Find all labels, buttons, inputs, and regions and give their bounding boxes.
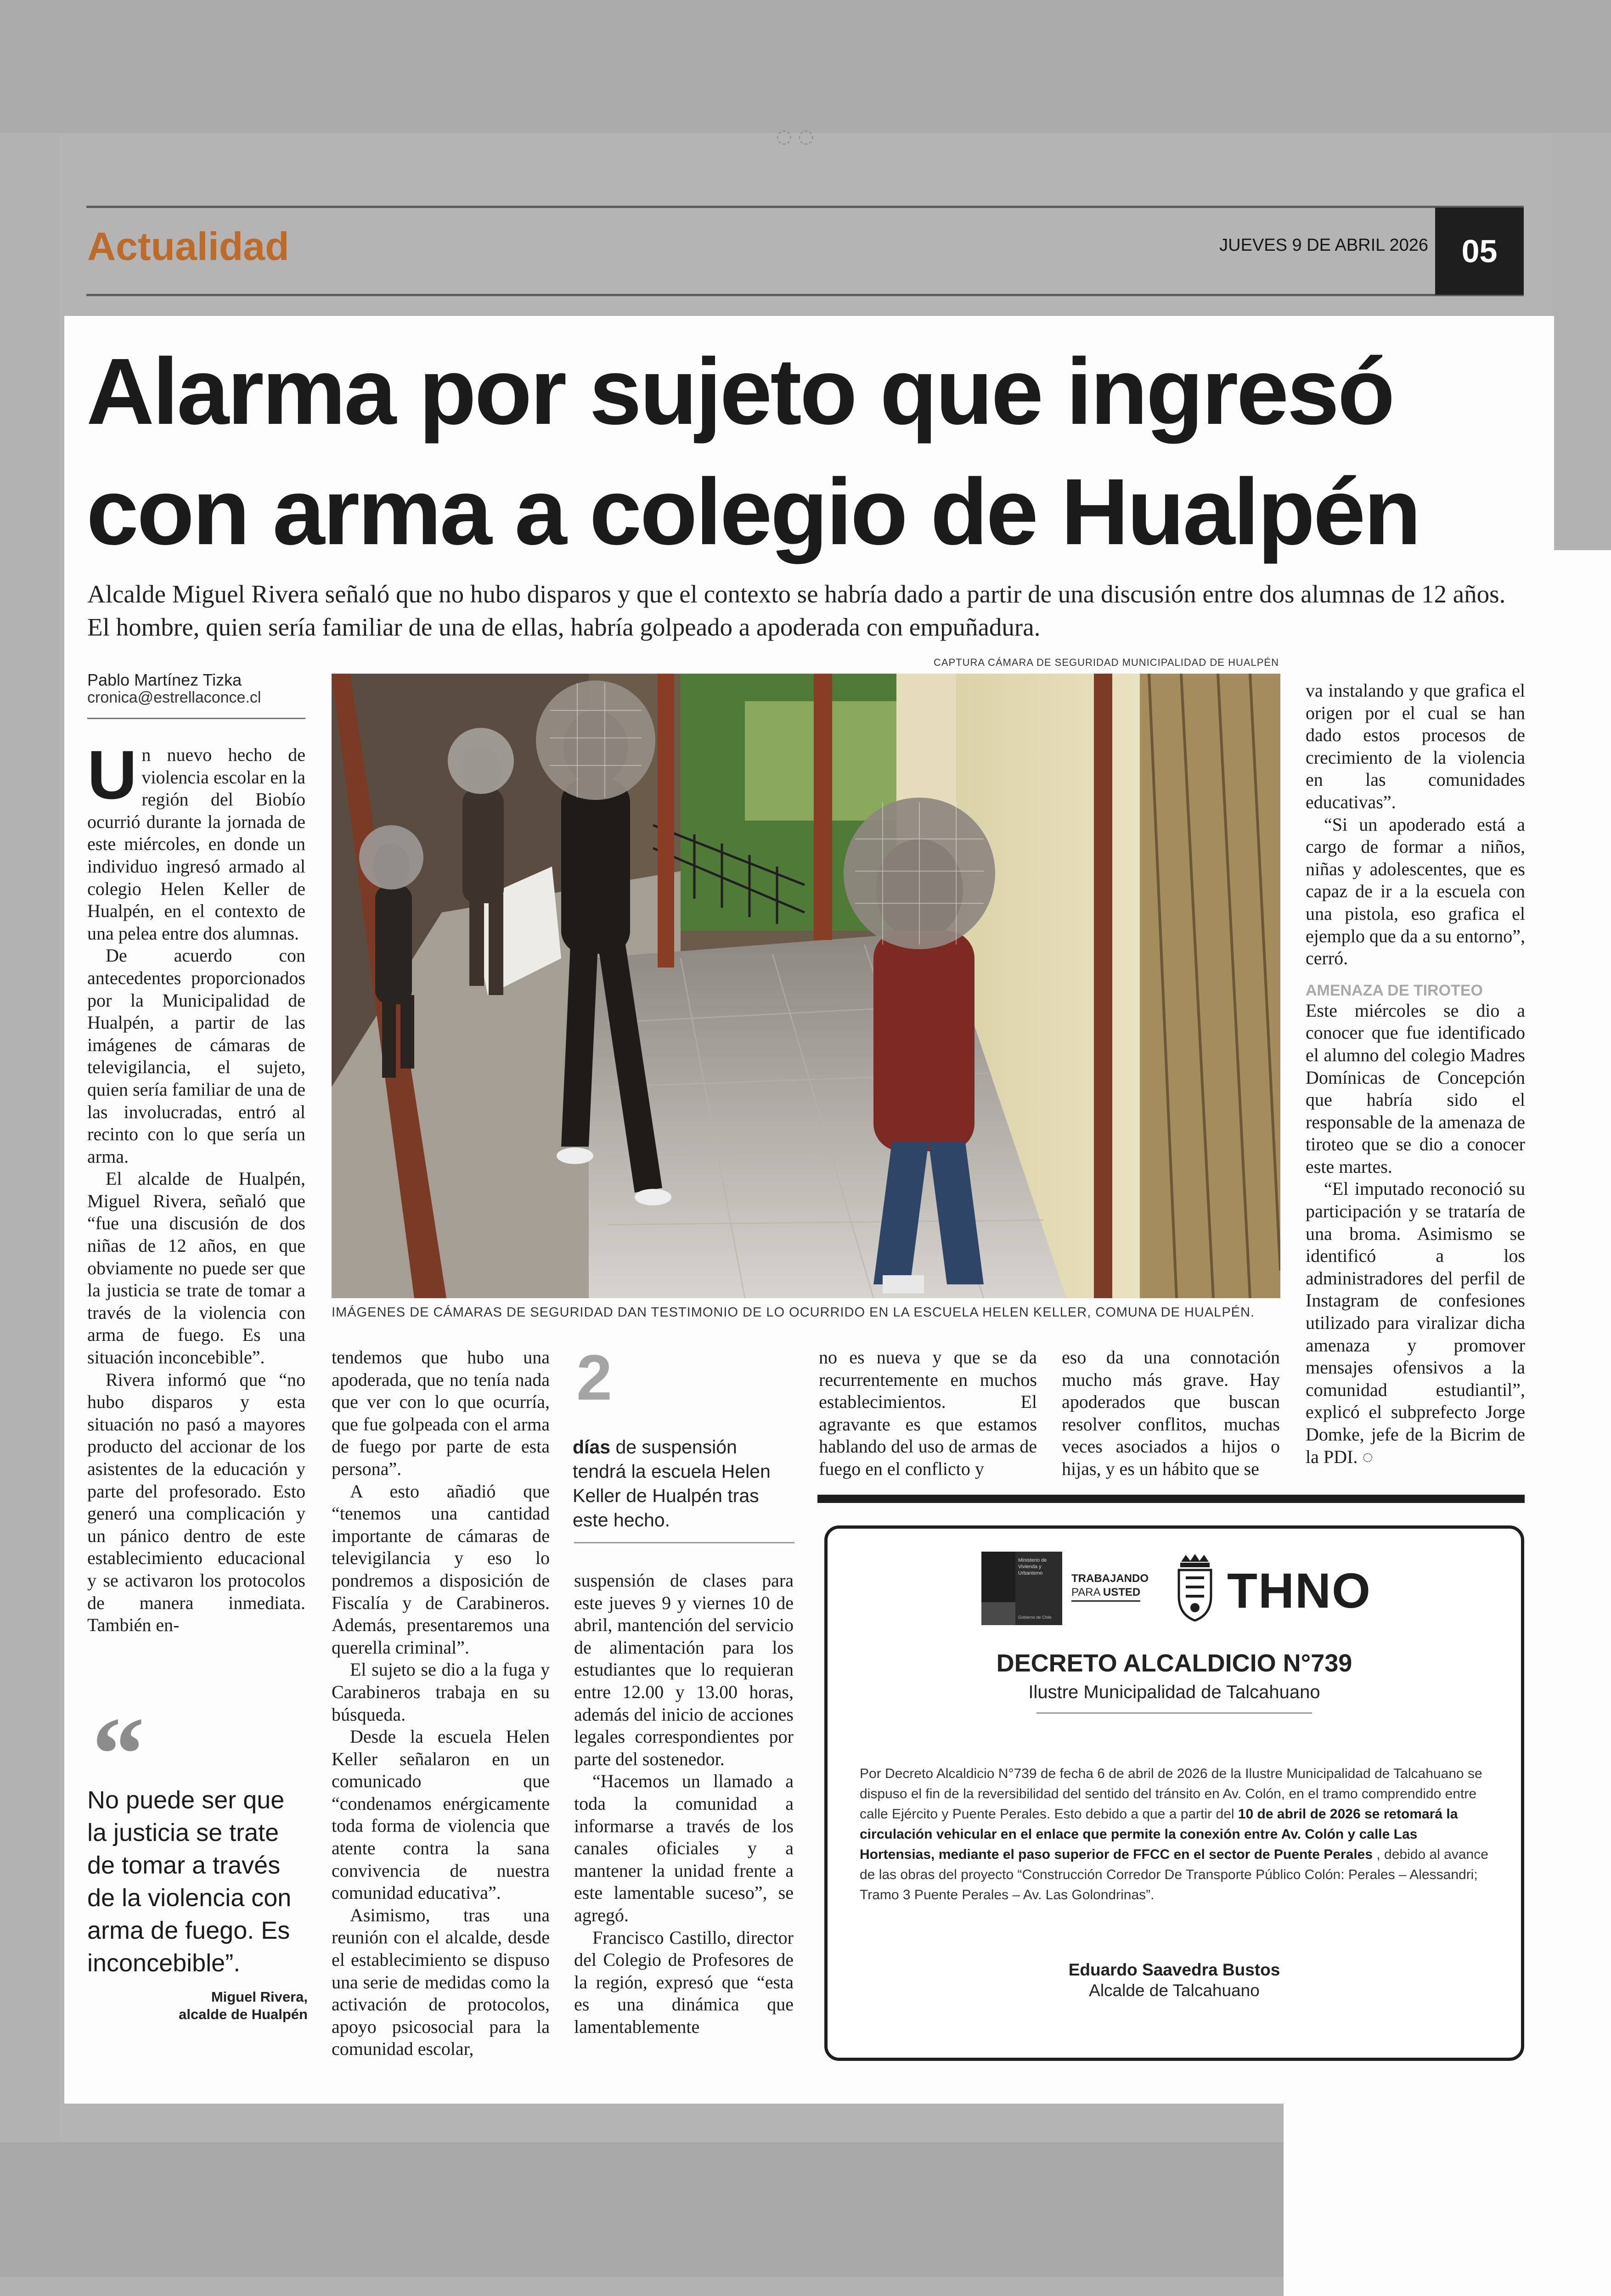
ad-body-bold: 10 de abril de 2026 se retomará la circulación vehicular en el enlace que permite la conexión entre Av. Colón y calle Las Hortensias, mediante el paso superior de FFCC en el sector de Puente Perales: [860, 1806, 1458, 1862]
quote-mark-icon: “: [92, 1695, 145, 1812]
byline-email[interactable]: cronica@estrellaconce.cl: [87, 689, 261, 706]
paragraph: Este miércoles se dio a conocer que fue identificado el alumno del colegio Madres Domínicas de Concepción que habría sido el responsable de la amenaza de tiroteo que se dio a conocer este martes.: [1306, 1000, 1525, 1177]
paragraph: va instalando y que grafica el origen por el cual se han dado estos procesos de crecimiento de la violencia en las comunidades educativas”.: [1306, 680, 1525, 812]
paragraph: no es nueva y que se da recurrentemente en muchos establecimientos. El agravante es que estamos hablando del uso de armas de fuego en el conflicto y: [819, 1347, 1037, 1479]
scan-top-margin: [0, 0, 1611, 133]
stat-rule: [574, 1542, 794, 1543]
ad-body-part-1: Por Decreto Alcaldicio N°739 de fecha 6 de abril de 2026 de la Ilustre Municipalidad de Talcahuano se dispuso el fin de la reversibilidad del sentido del tránsito en Av. Colón, en el tramo comprendido entre calle Ejército y Puente Perales. Esto debido a que a partir del: [860, 1766, 1482, 1822]
ministry-logo: [1015, 1552, 1062, 1625]
paragraph: El alcalde de Hualpén, Miguel Rivera, señaló que “fue una discusión de dos niñas de 12 años, en que obviamente no puede ser que la justicia se trate de tomar a través de la violencia con arma de fuego. Es una situación inconcebible”.: [87, 1168, 305, 1368]
ad-logo-row: [981, 1552, 1386, 1625]
deck: Alcalde Miguel Rivera señaló que no hubo disparos y que el contexto se habría dado a partir de una discusión entre dos alumnas de 12 años. El hombre, quien sería familiar de una de ellas, habría golpeado a apoderada con empuñadura.: [87, 580, 1506, 641]
dropcap: U: [87, 736, 137, 813]
paragraph: “El imputado reconoció su participación y se trataría de una broma. Asimismo se identificó a los administradores del perfil de Instagram de confesiones utilizado para viralizar dicha amenaza y promover mensajes ofensivos a la comunidad estudiantil”, explicó el subprefecto Jorge Domke, jefe de la Bicrim de la PDI. ◌: [1306, 1178, 1525, 1467]
slogan: [1071, 1572, 1149, 1602]
paragraph: tendemos que hubo una apoderada, que no tenía nada que ver con lo que ocurría, que fue golpeada con el arma de fuego por parte de esta persona”.: [332, 1347, 550, 1479]
issue-date: JUEVES 9 DE ABRIL 2026: [1219, 236, 1428, 255]
page-number: 05: [1435, 208, 1524, 295]
article-column-1: [87, 736, 305, 1637]
paragraph: Desde la escuela Helen Keller señalaron en un comunicado que “condenamos enérgicamente toda forma de violencia que atente contra la sana convivencia de nuestra comunidad educativa”.: [332, 1726, 550, 1903]
paragraph: eso da una connotación mucho más grave. Hay apoderados que buscan resolver conflitos, muchas veces asociados a hijos o hijas, y es un hábito que se: [1062, 1347, 1280, 1479]
binding-marks: ◌ ◌: [776, 126, 814, 147]
stat-number: 2: [576, 1341, 612, 1413]
pull-quote-author-title: alcalde de Hualpén: [179, 2006, 308, 2022]
byline-name: Pablo Martínez Tizka: [87, 670, 242, 689]
header-bottom-rule: [86, 294, 1524, 296]
paragraph: “Si un apoderado está a cargo de formar a niños, niñas y adolescentes, que es capaz de ir a la escuela con una pistola, eso grafica el ejemplo que da a su entorno”, cerró.: [1306, 814, 1525, 969]
stat-rest: de suspensión tendrá la escuela Helen Keller de Hualpén tras este hecho.: [573, 1436, 771, 1531]
ad-body: [860, 1764, 1489, 1905]
paragraph: suspensión de clases para este jueves 9 y viernes 10 de abril, mantención del servicio de alimentación para los estudiantes que lo requieran entre 12.00 y 13.00 horas, además del inicio de acciones legales correspondientes por parte del sostenedor.: [574, 1570, 794, 1769]
ad-body-part-2: , debido al avance de las obras del proyecto “Construcción Corredor De Transporte Público Colón: Perales – Alessandri; Tramo 3 Puente Perales – Av. Las Golondrinas”.: [860, 1847, 1488, 1902]
article-column-6: [1306, 680, 1525, 1468]
ministry-name: Ministerio de Vivienda y Urbanismo: [1018, 1558, 1047, 1576]
photo-caption: IMÁGENES DE CÁMARAS DE SEGURIDAD DAN TESTIMONIO DE LO OCURRIDO EN LA ESCUELA HELEN KELLER, COMUNA DE HUALPÉN.: [332, 1305, 1255, 1320]
ad-rule: [1036, 1712, 1312, 1714]
article-column-4: [819, 1346, 1037, 1480]
paragraph: De acuerdo con antecedentes proporcionados por la Municipalidad de Hualpén, a partir de las imágenes de cámaras de televigilancia, el sujeto, quien sería familiar de una de las involucradas, entró al recinto con lo que sería un arma.: [87, 945, 305, 1167]
paragraph: Rivera informó que “no hubo disparos y esta situación no pasó a mayores producto del accionar de los asistentes de la educación y parte del profesorado. Esto generó una complicación y un pánico dentro de este establecimiento educacional y se activaron los protocolos de manera inmediata. También en-: [87, 1369, 305, 1636]
paragraph: “Hacemos un llamado a toda la comunidad a informarse a través de los canales oficiales y a mantener la unidad frente a este lamentable suceso”, se agregó.: [574, 1771, 794, 1925]
ad-title: DECRETO ALCALDICIO N°739: [996, 1649, 1352, 1677]
article-column-3: [574, 1570, 794, 2038]
paragraph: Asimismo, tras una reunión con el alcalde, desde el establecimiento se dispuso una serie de medidas como la activación de protocolos, apoyo psicosocial para la comunidad escolar,: [332, 1904, 550, 2060]
slogan-underline: [1071, 1600, 1140, 1602]
chile-flag-icon: [981, 1552, 1015, 1625]
paragraph: El sujeto se dio a la fuga y Carabineros trabaja en su búsqueda.: [332, 1659, 550, 1725]
ad-divider: [817, 1495, 1525, 1503]
brand-name: THNO: [1227, 1563, 1371, 1618]
ministry-footer: Gobierno de Chile: [1018, 1615, 1052, 1620]
talcahuano-crest-icon: [1172, 1553, 1218, 1621]
signer-title: Alcalde de Talcahuano: [1089, 1981, 1260, 2000]
pull-quote-author-name: Miguel Rivera,: [211, 1989, 308, 2005]
decree-ad: [824, 1525, 1524, 2061]
slogan-line-2-bold: USTED: [1103, 1586, 1141, 1598]
article-column-5: [1062, 1346, 1280, 1480]
headline: Alarma por sujeto que ingresó con arma a colegio de Hualpén: [86, 339, 1419, 564]
section-label: Actualidad: [87, 225, 289, 269]
article-column-2: [332, 1346, 550, 2060]
masthead: [1219, 234, 1428, 256]
pull-quote-author: [92, 1988, 308, 2023]
signer-name: Eduardo Saavedra Bustos: [1068, 1960, 1280, 1979]
stat-text: [573, 1435, 791, 1532]
byline-rule: [87, 718, 305, 719]
ad-subtitle: Ilustre Municipalidad de Talcahuano: [1028, 1682, 1320, 1702]
paragraph: A esto añadió que “tenemos una cantidad importante de cámaras de televigilancia y eso lo pondremos a disposición de Fiscalía y de Carabineros. Además, presentaremos una querella criminal”.: [332, 1480, 550, 1658]
slogan-line-2-pre: PARA: [1071, 1586, 1103, 1598]
pull-quote: No puede ser que la justicia se trate de tomar a través de la violencia con arma de fuego. Es inconcebible”.: [87, 1786, 292, 1977]
subhead: AMENAZA DE TIROTEO: [1306, 981, 1483, 999]
security-camera-photo: [332, 674, 1280, 1298]
slogan-line-1: TRABAJANDO: [1071, 1572, 1149, 1585]
header-top-rule: [86, 206, 1524, 208]
stat-bold: días: [573, 1436, 611, 1458]
paragraph: Francisco Castillo, director del Colegio de Profesores de la región, expresó que “esta es una dinámica que lamentablemente: [574, 1927, 794, 2037]
paragraph: n nuevo hecho de violencia escolar en la región del Biobío ocurrió durante la jornada de este miércoles, en donde un individuo ingresó armado al colegio Helen Keller de Hualpén, en el contexto de una pelea entre dos alumnas.: [87, 744, 305, 944]
photo-credit: CAPTURA CÁMARA DE SEGURIDAD MUNICIPALIDAD DE HUALPÉN: [933, 657, 1279, 668]
